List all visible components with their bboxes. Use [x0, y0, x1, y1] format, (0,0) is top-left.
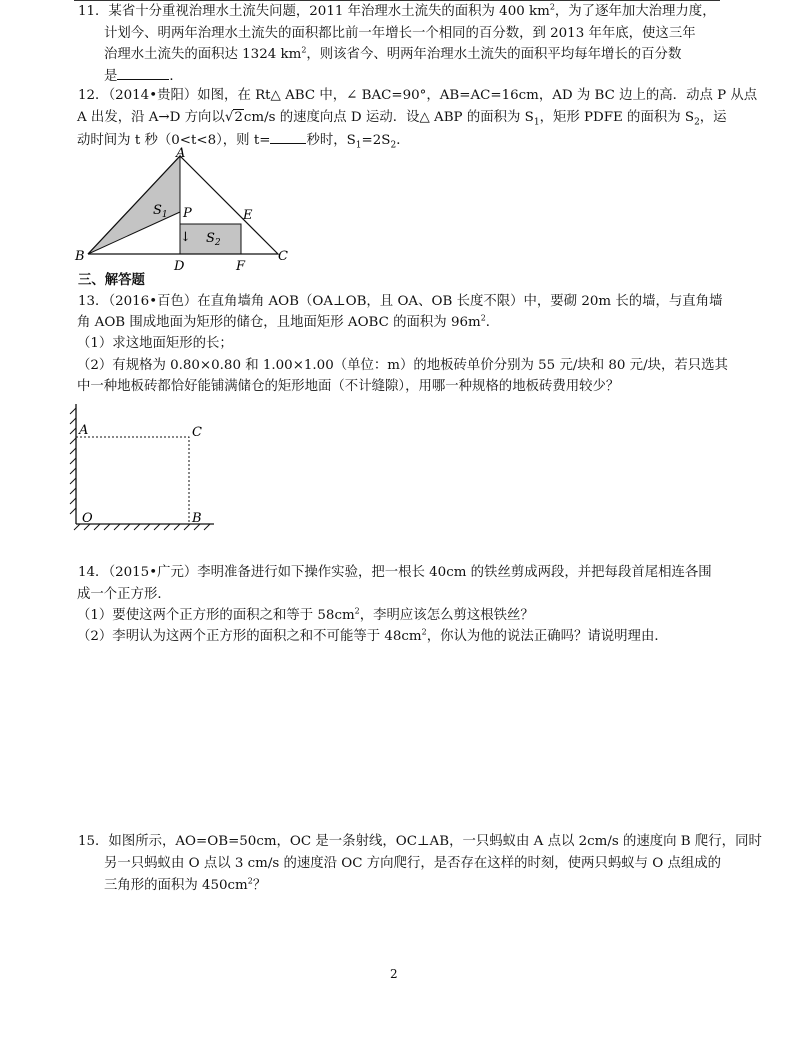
label-a: A [79, 423, 89, 438]
sqrt-symbol: √2 [224, 110, 243, 125]
down-arrow-icon: ↓ [180, 230, 191, 245]
top-rule [74, 0, 720, 1]
q12-triangle-figure [70, 144, 300, 274]
label-o: O [82, 511, 93, 526]
q11-line-2: 计划今、明两年治理水土流失的面积都比前一年增长一个相同的百分数，到 2013 年年底，使这三年 [104, 26, 696, 41]
q12-line-1: 12．（2014•贵阳）如图，在 Rt△ ABC 中，∠ BAC=90°，AB=AC=16cm，AD 为 BC 边上的高．动点 P 从点 [78, 88, 758, 103]
label-s2: $S_2$ [206, 231, 221, 248]
q13-wall-corner-figure [66, 402, 216, 534]
section-heading: 三、解答题 [78, 272, 145, 288]
q11-answer-blank[interactable] [117, 65, 169, 80]
q11-line-4: 是 ． [104, 65, 183, 87]
q12-line-2: A 出发，沿 A→D 方向以√2cm/s 的速度向点 D 运动．设△ ABP 的面积为 $S_1$，矩形 PDFE 的面积为 $S_2$，运 [77, 110, 727, 128]
label-s1: $S_1$ [153, 203, 168, 220]
label-d: D [174, 259, 185, 274]
q13-part-2-line-2: 中一种地板砖都恰好能铺满储仓的矩形地面（不计缝隙），用哪一种规格的地板砖费用较少？ [77, 379, 620, 394]
new-wall-acb [76, 437, 189, 524]
q15-line-3: 三角形的面积为 $450cm^2$？ [104, 876, 267, 893]
q15-line-2: 另一只蚂蚁由 O 点以 3 cm/s 的速度沿 OC 方向爬行，是否存在这样的时刻，使两只蚂蚁与 O 点组成的 [104, 856, 722, 871]
q14-part-1: （1）要使这两个正方形的面积之和等于 $58cm^2$，李明应该怎么剪这根铁丝？ [77, 606, 534, 623]
q13-part-2-line-1: （2）有规格为 0.80×0.80 和 1.00×1.00（单位：m）的地板砖单价分别为 55 元/块和 80 元/块，若只选其 [77, 358, 728, 373]
q13-line-2: 角 AOB 围成地面为矩形的储仓，且地面矩形 AOBC 的面积为 $96m^2$． [77, 313, 500, 330]
q11-line-3: 治理水土流失的面积达 1324 $km^2$，则该省今、明两年治理水土流失的面积平均每年增长的百分数 [104, 45, 682, 62]
q15-line-1: 15．如图所示，AO=OB=50cm，OC 是一条射线，OC⊥AB，一只蚂蚁由 A 点以 2cm/s 的速度向 B 爬行，同时 [78, 834, 762, 849]
label-f: F [236, 259, 246, 274]
label-e: E [243, 208, 253, 223]
q14-line-2: 成一个正方形． [77, 587, 171, 602]
q13-part-1: （1）求这地面矩形的长； [77, 336, 233, 351]
q11-line-1: 11．某省十分重视治理水土流失问题，2011 年治理水土流失的面积为 400 $km^2$，为了逐年加大治理力度， [78, 2, 716, 19]
q14-line-1: 14．（2015•广元）李明准备进行如下操作实验，把一根长 40cm 的铁丝剪成两段，并把每段首尾相连各围 [78, 565, 712, 580]
q14-part-2: （2）李明认为这两个正方形的面积之和不可能等于 $48cm^2$，你认为他的说法正确吗？请说明理由． [77, 627, 668, 644]
page-number: 2 [390, 967, 398, 981]
label-a: A [176, 146, 186, 161]
label-c: C [192, 425, 202, 440]
q12-line-3: 动时间为 t 秒（0<t<8），则 t= 秒时，$S_1=2S_2$． [77, 129, 410, 151]
q12-answer-blank[interactable] [270, 129, 306, 144]
q13-line-1: 13．（2016•百色）在直角墙角 AOB（OA⊥OB，且 OA、OB 长度不限）中，要砌 20m 长的墙，与直角墙 [78, 294, 723, 309]
label-c: C [278, 249, 288, 264]
label-b: B [192, 511, 202, 526]
label-b: B [75, 249, 85, 264]
label-p: P [183, 206, 192, 221]
